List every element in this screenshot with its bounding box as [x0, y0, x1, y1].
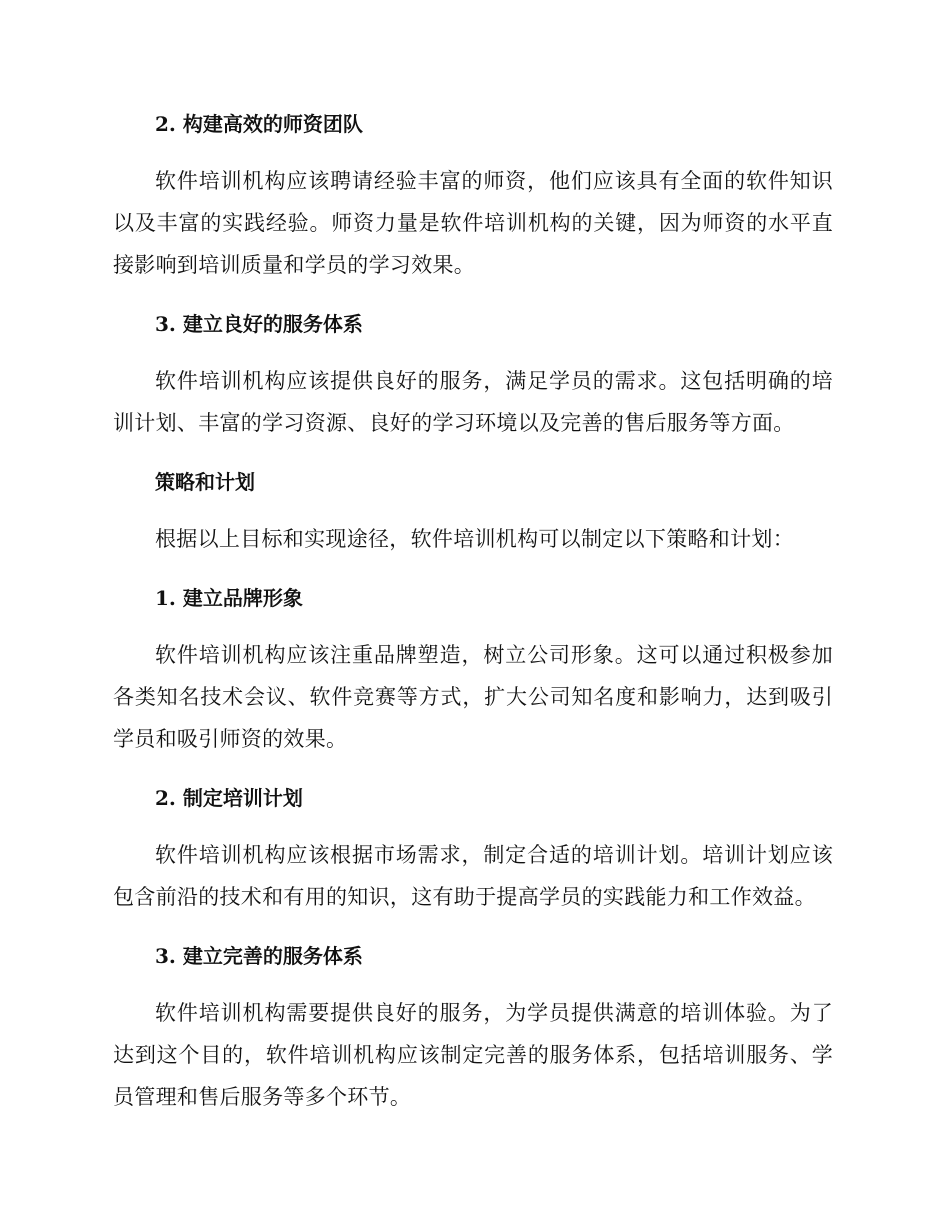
document-body: [113, 108, 833, 1140]
section-paragraph-strategy: 根据以上目标和实现途径，软件培训机构可以制定以下策略和计划：: [155, 527, 794, 551]
section-heading-training-plan: 2. 制定培训计划: [155, 786, 303, 810]
section-heading-teachers: 2. 构建高效的师资团队: [155, 112, 363, 136]
section-heading-service: 3. 建立良好的服务体系: [155, 312, 363, 336]
section-paragraph-service: 软件培训机构应该提供良好的服务，满足学员的需求。这包括明确的培训计划、丰富的学习资源、良好的学习环境以及完善的售后服务等方面。: [113, 369, 833, 435]
section-heading-strategy: 策略和计划: [155, 470, 255, 494]
section-heading-brand: 1. 建立品牌形象: [155, 586, 303, 610]
section-paragraph-training-plan: 软件培训机构应该根据市场需求，制定合适的培训计划。培训计划应该包含前沿的技术和有用的知识，这有助于提高学员的实践能力和工作效益。: [113, 843, 833, 909]
section-heading-service-system: 3. 建立完善的服务体系: [155, 944, 363, 968]
section-paragraph-brand: 软件培训机构应该注重品牌塑造，树立公司形象。这可以通过积极参加各类知名技术会议、软件竞赛等方式，扩大公司知名度和影响力，达到吸引学员和吸引师资的效果。: [113, 643, 833, 751]
section-paragraph-service-system: 软件培训机构需要提供良好的服务，为学员提供满意的培训体验。为了达到这个目的，软件培训机构应该制定完善的服务体系，包括培训服务、学员管理和售后服务等多个环节。: [113, 1001, 833, 1109]
section-paragraph-teachers: 软件培训机构应该聘请经验丰富的师资，他们应该具有全面的软件知识以及丰富的实践经验。师资力量是软件培训机构的关键，因为师资的水平直接影响到培训质量和学员的学习效果。: [113, 169, 833, 277]
